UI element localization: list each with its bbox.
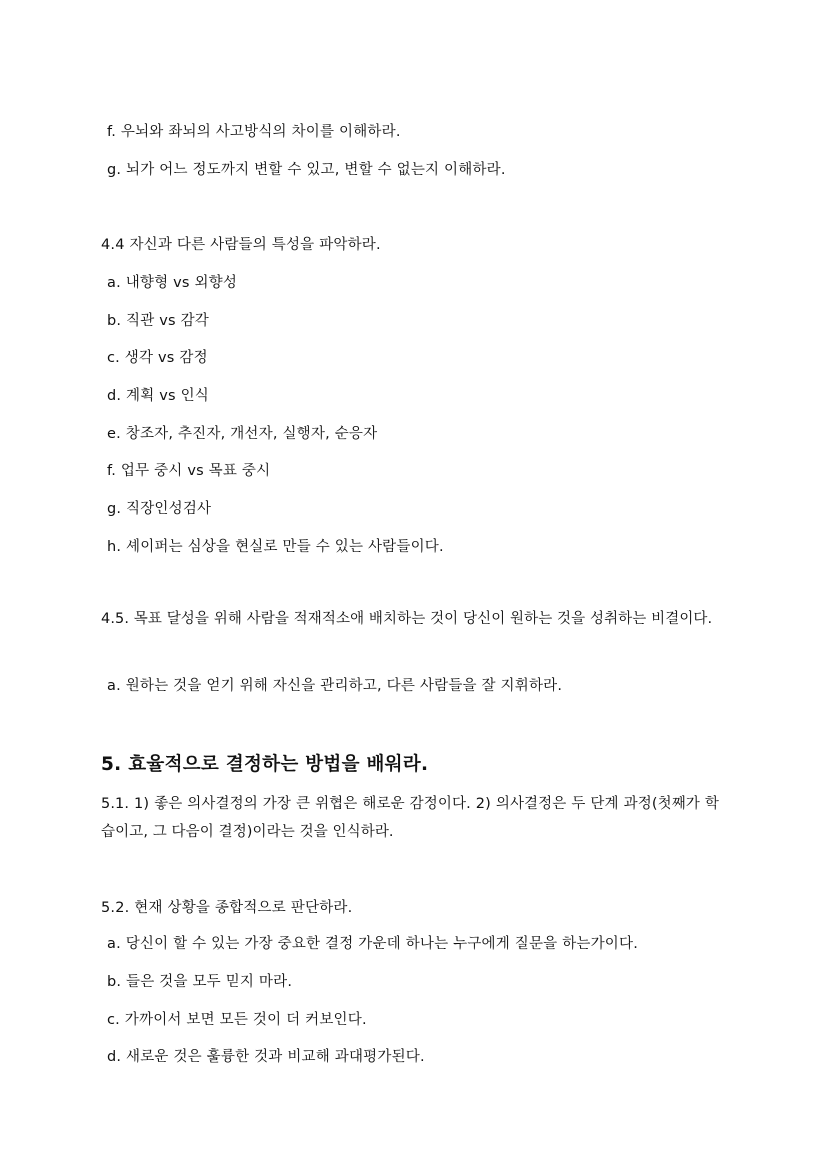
list-item: g. 뇌가 어느 정도까지 변할 수 있고, 변할 수 없는지 이해하라. <box>107 162 506 178</box>
section-title: 4.5. 목표 달성을 위해 사람을 적재적소애 배치하는 것이 당신이 원하는 것을 성취하는 비결이다. <box>101 611 713 627</box>
list-item: a. 원하는 것을 얻기 위해 자신을 관리하고, 다른 사람들을 잘 지휘하라. <box>107 678 563 694</box>
paragraph: 5.1. 1) 좋은 의사결정의 가장 큰 위협은 해로운 감정이다. 2) 의사결정은 두 단계 과정(첫째가 학습이고, 그 다음이 결정)이라는 것을 인식하라. <box>101 796 719 840</box>
list-item: d. 새로운 것은 훌륭한 것과 비교해 과대평가된다. <box>107 1049 425 1065</box>
list-item: f. 우뇌와 좌뇌의 사고방식의 차이를 이해하라. <box>107 124 401 140</box>
list-item: g. 직장인성검사 <box>107 501 212 517</box>
list-item: b. 직관 vs 감각 <box>107 313 210 329</box>
list-item: b. 들은 것을 모두 믿지 마라. <box>107 974 293 990</box>
list-item: e. 창조자, 추진자, 개선자, 실행자, 순응자 <box>107 426 378 442</box>
list-item: h. 셰이퍼는 심상을 현실로 만들 수 있는 사람들이다. <box>107 539 444 555</box>
list-item: c. 생각 vs 감정 <box>107 350 208 366</box>
section-title: 4.4 자신과 다른 사람들의 특성을 파악하라. <box>101 237 381 253</box>
list-item: a. 내향형 vs 외향성 <box>107 275 238 291</box>
section-title: 5.2. 현재 상황을 종합적으로 판단하라. <box>101 900 353 916</box>
list-item: a. 당신이 할 수 있는 가장 중요한 결정 가운데 하나는 누구에게 질문을 하는가이다. <box>107 936 639 952</box>
list-item: f. 업무 중시 vs 목표 중시 <box>107 463 271 479</box>
list-item: d. 계획 vs 인식 <box>107 388 210 404</box>
chapter-heading: 5. 효율적으로 결정하는 방법을 배워라. <box>101 754 429 775</box>
list-item: c. 가까이서 보면 모든 것이 더 커보인다. <box>107 1012 367 1028</box>
